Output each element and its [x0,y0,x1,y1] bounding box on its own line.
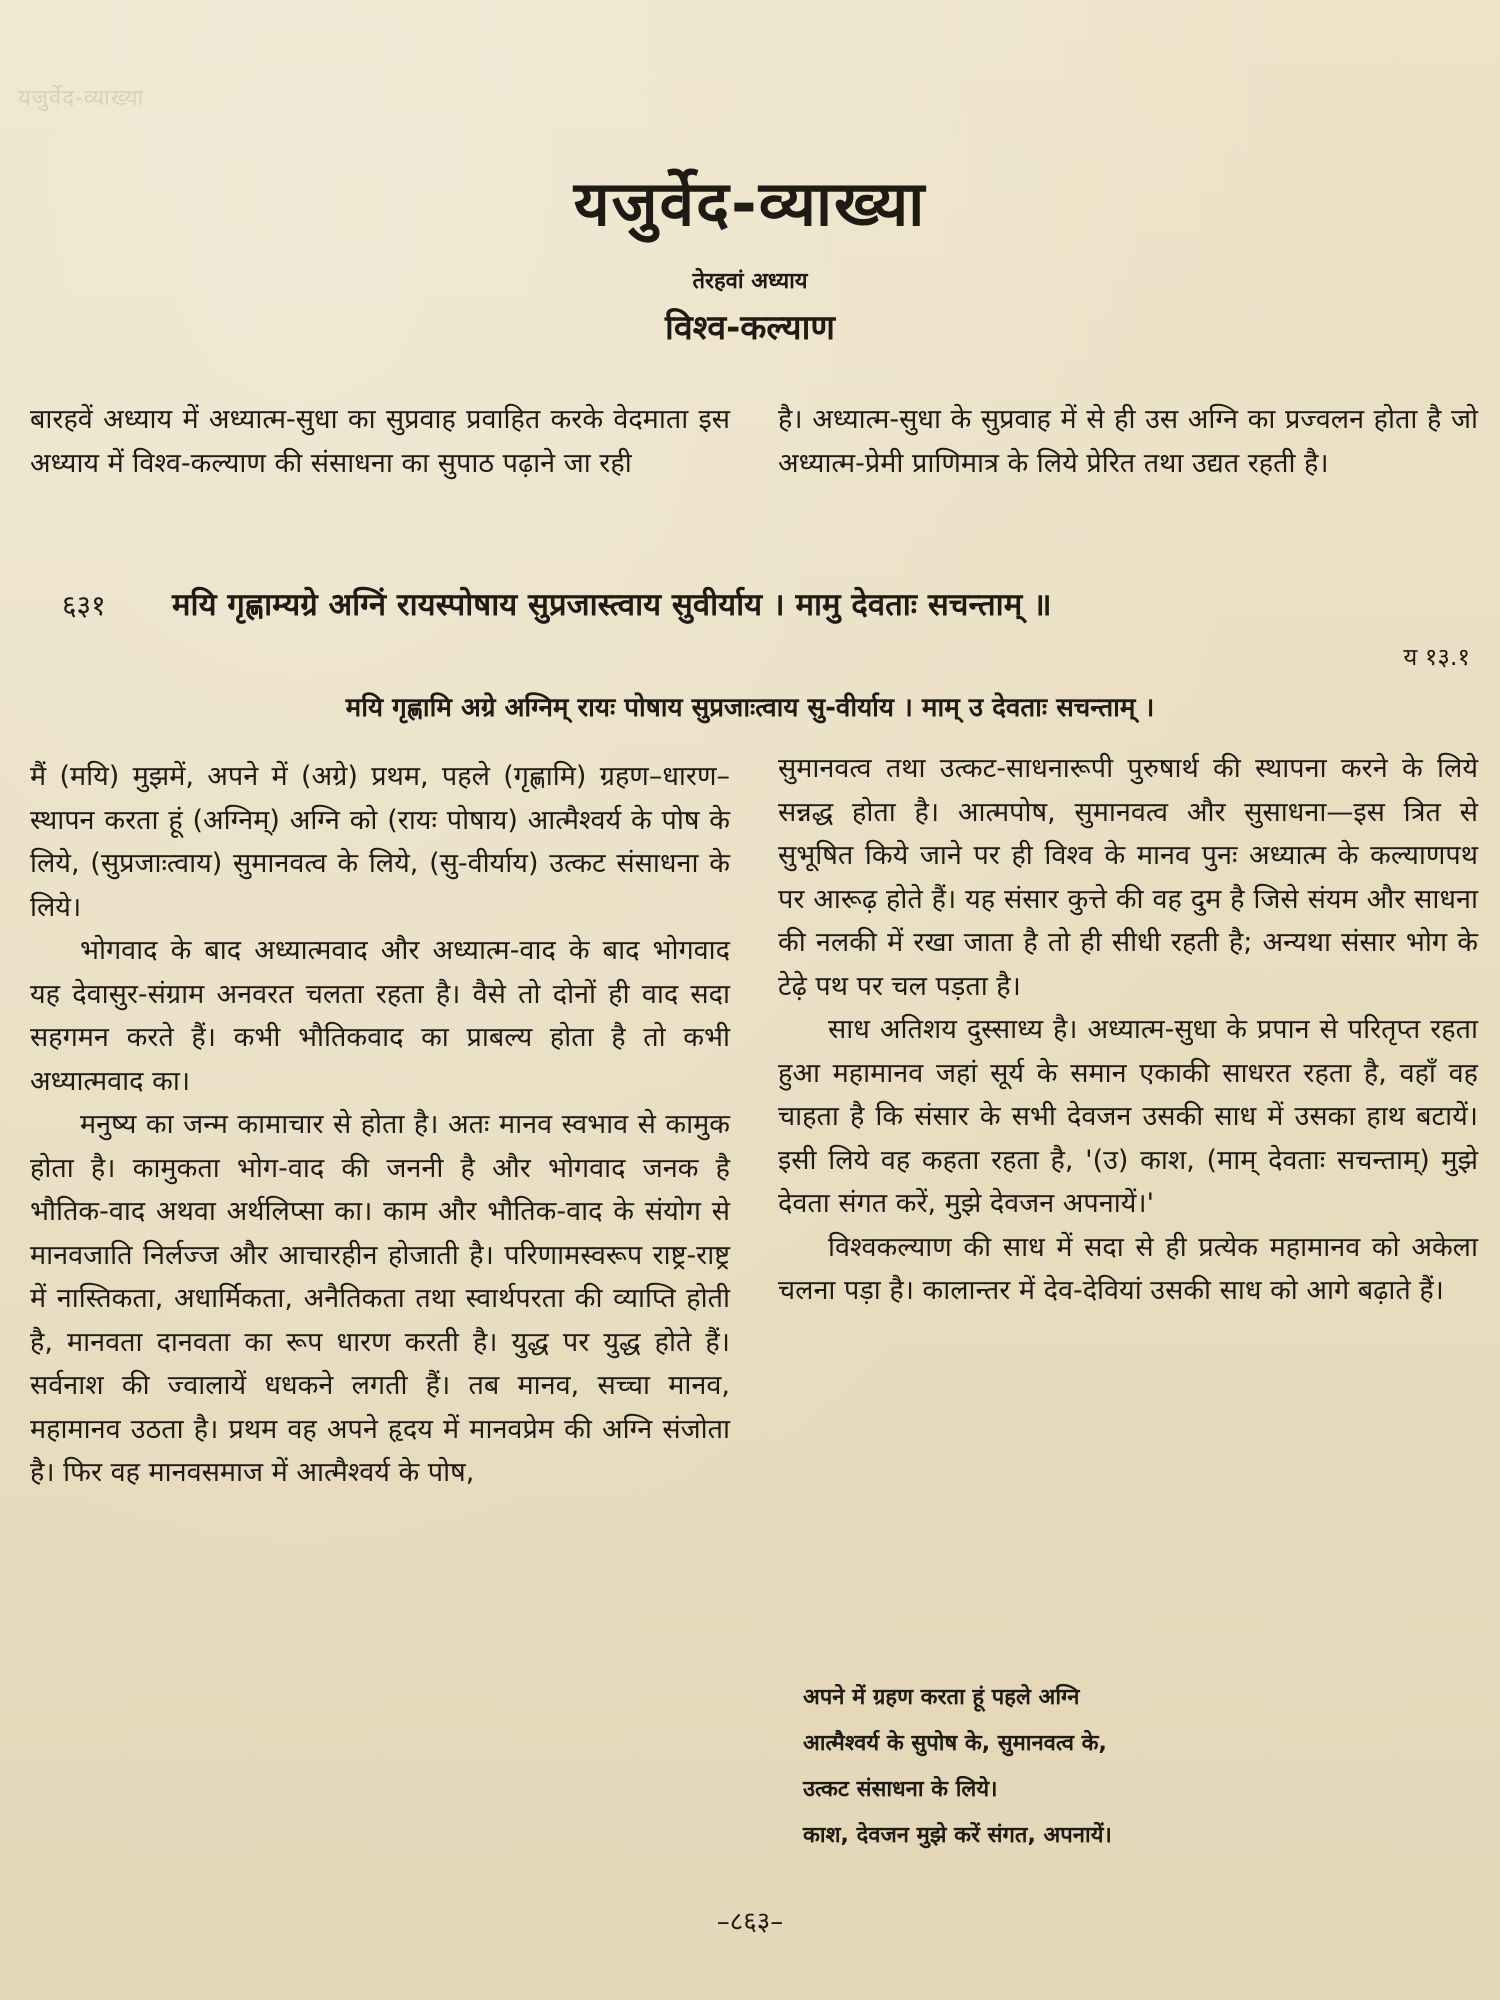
verse-block [803,1675,1483,1859]
intro-right-column [778,398,1478,485]
intro-paragraph-right: है। अध्यात्म-सुधा के सुप्रवाह में से ही उस अग्नि का प्रज्वलन होता है जो अध्यात्म-प्रेमी प्राणिमात्र के लिये प्रेरित तथा उद्यत रहती है। [778,404,1478,479]
verse-line: उत्कट संसाधना के लिये। [803,1777,998,1802]
faded-running-header: यजुर्वेद-व्याख्या [18,86,145,111]
topic-heading: विश्व-कल्याण [665,308,835,348]
mantra-line [62,583,1482,625]
intro-paragraph-left: बारहवें अध्याय में अध्यात्म-सुधा का सुप्रवाह प्रवाहित करके वेदमाता इस अध्याय में विश्व-कल्याण की संसाधना का सुपाठ पढ़ाने जा रही [30,404,730,479]
verse-line: अपने में ग्रहण करता हूं पहले अग्नि [803,1685,1080,1710]
right-paragraph-2: साध अतिशय दुस्साध्य है। अध्यात्म-सुधा के प्रपान से परितृप्त रहता हुआ महामानव जहां सूर्य के समान एकाकी साधरत रहता है, वहाँ वह चाहता है कि संसार के सभी देवजन उसकी साध में उसका हाथ बटायें। इसी लिये वह कहता रहता है, '(उ) काश, (माम् देवताः सचन्ताम्) मुझे देवता संगत करें, मुझे देवजन अपनायें।' [778,1014,1478,1219]
verse-line: काश, देवजन मुझे करें संगत, अपनायें। [803,1823,1112,1848]
left-paragraph-3: मनुष्य का जन्म कामाचार से होता है। अतः मानव स्वभाव से कामुक होता है। कामुकता भोग-वाद की जननी है और भोगवाद जनक है भौतिक-वाद अथवा अर्थलिप्सा का। काम और भौतिक-वाद के संयोग से मानवजाति निर्लज्ज और आचारहीन होजाती है। परिणामस्वरूप राष्ट्र-राष्ट्र में नास्तिकता, अधार्मिकता, अनैतिकता तथा स्वार्थपरता की व्याप्ति होती है, मानवता दानवता का रूप धारण करती है। युद्ध पर युद्ध होते हैं। सर्वनाश की ज्वालायें धधकने लगती हैं। तब मानव, सच्चा मानव, महामानव उठता है। प्रथम वह अपने हृदय में मानवप्रेम की अग्नि संजोता है। फिर वह मानवसमाज में आत्मैश्वर्य के पोष, [30,1109,730,1488]
mantra-reference: य १३.१ [1403,643,1470,671]
left-column [30,755,730,1495]
right-column [778,747,1478,1313]
intro-left-column [30,398,730,485]
right-paragraph-1: सुमानवत्व तथा उत्कट-साधनारूपी पुरुषार्थ की स्थापना करने के लिये सन्नद्ध होता है। आत्मपोष, सुमानवत्व और सुसाधना—इस त्रित से सुभूषित किये जाने पर ही विश्व के मानव पुनः अध्यात्म के कल्याणपथ पर आरूढ़ होते हैं। यह संसार कुत्ते की वह दुम है जिसे संयम और साधना की नलकी में रखा जाता है तो ही सीधी रहती है; अन्यथा संसार भोग के टेढ़े पथ पर चल पड़ता है। [778,753,1478,1002]
left-paragraph-1: मैं (मयि) मुझमें, अपने में (अग्रे) प्रथम, पहले (गृह्णामि) ग्रहण–धारण–स्थापन करता हूं (अग्निम्) अग्नि को (रायः पोषाय) आत्मैश्वर्य के पोष के लिये, (सुप्रजाःत्वाय) सुमानवत्व के लिये, (सु-वीर्याय) उत्कट संसाधना के लिये। [30,761,730,923]
mantra-text: मयि गृह्णाम्यग्रे अग्निं रायस्पोषाय सुप्रजास्त्वाय सुवीर्याय । मामु देवताः सचन्ताम् ॥ [172,587,1052,623]
verse-line: आत्मैश्वर्य के सुपोष के, सुमानवत्व के, [803,1731,1107,1756]
page-title: यजुर्वेद-व्याख्या [573,167,927,240]
page-number: –८६३– [716,1907,784,1937]
right-paragraph-3: विश्वकल्याण की साध में सदा से ही प्रत्येक महामानव को अकेला चलना पड़ा है। कालान्तर में देव-देवियां उसकी साध को आगे बढ़ाते हैं। [778,1231,1478,1306]
mantra-number: ६३१ [62,589,106,622]
left-paragraph-2: भोगवाद के बाद अध्यात्मवाद और अध्यात्म-वाद के बाद भोगवाद यह देवासुर-संग्राम अनवरत चलता रहता है। वैसे तो दोनों ही वाद सदा सहगमन करते हैं। कभी भौतिकवाद का प्राबल्य होता है तो कभी अध्यात्मवाद का। [30,935,730,1097]
chapter-label: तेरहवां अध्याय [692,269,808,294]
padapatha-line: मयि गृह्णामि अग्रे अग्निम् रायः पोषाय सुप्रजाःत्वाय सु-वीर्याय । माम् उ देवताः सचन्ताम् । [345,693,1155,723]
